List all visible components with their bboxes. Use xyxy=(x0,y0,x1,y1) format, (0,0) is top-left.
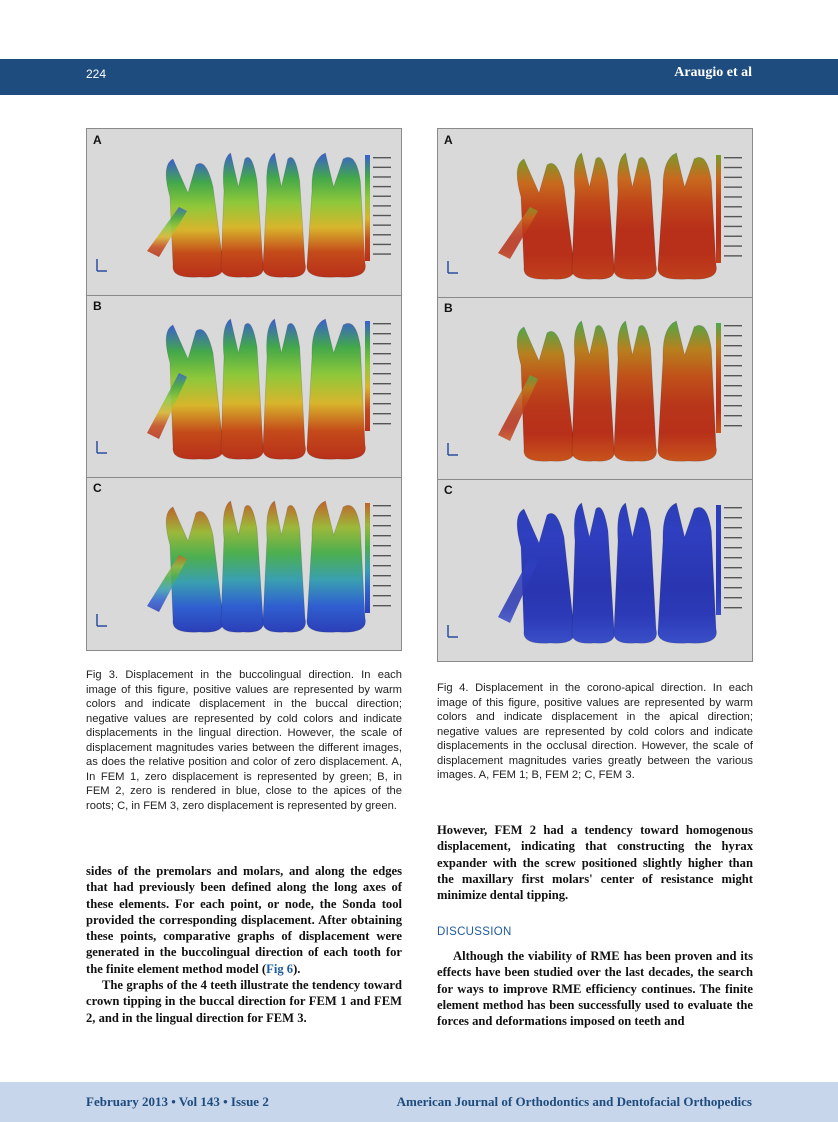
tooth-model-image xyxy=(438,129,752,297)
legend-tick-label xyxy=(724,507,742,508)
legend-tick-label xyxy=(724,245,742,246)
legend-tick-label xyxy=(724,517,742,518)
legend-tick-label xyxy=(373,186,391,187)
axis-triad-icon xyxy=(448,443,458,455)
legend-tick-label xyxy=(724,415,742,416)
legend-tick-label xyxy=(724,537,742,538)
legend-tick-label xyxy=(724,375,742,376)
running-header xyxy=(0,59,838,95)
journal-name: American Journal of Orthodontics and Dentofacial Orthopedics xyxy=(396,1094,752,1109)
legend-tick-label xyxy=(724,365,742,366)
running-footer xyxy=(0,1082,838,1122)
figure-3-caption: Fig 3. Displacement in the buccolingual direction. In each image of this figure, positive values are represented by warm colors and indicate displacement in the buccal direction; negative values are represented by cold colors and indicate displacements in the lingual direction. However, the scale of displacement magnitudes varies between the different images, as does the relative position and color of zero displacement. A, In FEM 1, zero displacement is represented by green; B, in FEM 2, zero is rendered in blue, close to the apices of the roots; C, in FEM 3, zero displacement is represented by green. xyxy=(86,669,402,812)
tooth-shape xyxy=(221,319,264,459)
legend-tick-label xyxy=(724,255,742,256)
axis-triad-icon xyxy=(97,614,107,626)
tooth-shape xyxy=(658,321,717,461)
tooth-shape xyxy=(572,321,615,461)
legend-tick-label xyxy=(724,325,742,326)
legend-tick-label xyxy=(724,196,742,197)
right-column-text xyxy=(437,948,753,1029)
tooth-shape xyxy=(263,501,306,632)
axis-triad-icon xyxy=(448,625,458,637)
tooth-shape xyxy=(572,503,615,643)
legend-tick-label xyxy=(724,206,742,207)
figure-6-link[interactable]: Fig 6 xyxy=(266,961,294,976)
legend-tick-label xyxy=(373,167,391,168)
legend-tick-label xyxy=(373,244,391,245)
figure-4-panel-b xyxy=(438,297,752,480)
tooth-shape xyxy=(221,501,264,632)
legend-tick-label xyxy=(724,385,742,386)
legend-tick-label xyxy=(373,525,391,526)
panel-label: C xyxy=(444,483,453,497)
legend-tick-label xyxy=(373,157,391,158)
color-scale-legend xyxy=(716,155,721,263)
legend-tick-label xyxy=(724,597,742,598)
tooth-model-image xyxy=(87,295,401,477)
tooth-model-image xyxy=(87,477,401,650)
tooth-shape xyxy=(614,321,657,461)
panel-label: C xyxy=(93,481,102,495)
tooth-model-image xyxy=(87,129,401,295)
legend-tick-label xyxy=(724,607,742,608)
tooth-shape xyxy=(614,503,657,643)
legend-tick-label xyxy=(724,405,742,406)
tooth-shape xyxy=(307,153,366,277)
legend-tick-label xyxy=(373,176,391,177)
legend-tick-label xyxy=(373,224,391,225)
figure-4-caption: Fig 4. Displacement in the corono-apical direction. In each image of this figure, positive values are represented by warm colors and indicate displacement in the apical direction; negative values are represented by cold colors and indicate displacements in the occlusal direction. However, the scale of displacement magnitudes varies greatly between the various images. A, FEM 1; B, FEM 2; C, FEM 3. xyxy=(437,682,753,781)
legend-tick-label xyxy=(373,333,391,334)
figure-3-panel-b xyxy=(87,295,401,478)
legend-tick-label xyxy=(724,355,742,356)
legend-tick-label xyxy=(373,413,391,414)
tooth-shape xyxy=(572,153,615,279)
legend-tick-label xyxy=(373,585,391,586)
tooth-shape xyxy=(658,153,717,279)
figure-3 xyxy=(86,128,402,651)
legend-tick-label xyxy=(724,577,742,578)
tooth-shape xyxy=(263,153,306,277)
legend-tick-label xyxy=(373,215,391,216)
axis-triad-icon xyxy=(448,261,458,273)
tooth-shape xyxy=(263,319,306,459)
paragraph: However, FEM 2 had a tendency toward homogenous displacement, indicating that constructing the hyrax expander with the screw positioned slightly higher than the maxillary first molars' center of resistance might minimize dental tipping. xyxy=(437,823,753,903)
paragraph: Although the viability of RME has been proven and its effects have been studied over the last decades, the search for ways to improve RME efficiency continues. The finite element method has been successfully used to evaluate the forces and deformations imposed on teeth and xyxy=(437,949,753,1029)
panel-label: A xyxy=(93,133,102,147)
legend-tick-label xyxy=(724,157,742,158)
legend-tick-label xyxy=(373,353,391,354)
legend-tick-label xyxy=(724,587,742,588)
legend-tick-label xyxy=(373,343,391,344)
legend-tick-label xyxy=(724,425,742,426)
legend-tick-label xyxy=(724,186,742,187)
legend-tick-label xyxy=(373,423,391,424)
legend-tick-label xyxy=(373,383,391,384)
legend-tick-label xyxy=(373,535,391,536)
legend-tick-label xyxy=(724,547,742,548)
legend-tick-label xyxy=(373,575,391,576)
left-column-text xyxy=(86,863,402,1026)
legend-tick-label xyxy=(373,363,391,364)
paragraph: sides of the premolars and molars, and along the edges that had previously been defined along the long axes of these elements. For each point, or node, the Sonda tool provided the corresponding displacement. After obtaining these points, comparative graphs of displacement were generated in the buccolingual direction of each tooth for the finite element method model (Fig 6). xyxy=(86,864,402,976)
figure-3-panel-a xyxy=(87,129,401,296)
legend-tick-label xyxy=(373,323,391,324)
panel-label: B xyxy=(93,299,102,313)
legend-tick-label xyxy=(373,505,391,506)
legend-tick-label xyxy=(724,567,742,568)
tooth-shape xyxy=(307,501,366,632)
legend-tick-label xyxy=(724,345,742,346)
tooth-shape xyxy=(658,503,717,643)
legend-tick-label xyxy=(373,234,391,235)
color-scale-legend xyxy=(365,503,370,613)
axis-triad-icon xyxy=(97,259,107,271)
tooth-shape xyxy=(221,153,264,277)
legend-tick-label xyxy=(373,205,391,206)
legend-tick-label xyxy=(724,395,742,396)
legend-tick-label xyxy=(724,216,742,217)
legend-tick-label xyxy=(373,253,391,254)
right-column-text xyxy=(437,822,753,903)
legend-tick-label xyxy=(373,605,391,606)
figure-4-panel-c xyxy=(438,479,752,661)
figure-4-panel-a xyxy=(438,129,752,298)
legend-tick-label xyxy=(724,226,742,227)
tooth-model-image xyxy=(438,297,752,479)
figure-4 xyxy=(437,128,753,662)
legend-tick-label xyxy=(373,373,391,374)
legend-tick-label xyxy=(724,557,742,558)
color-scale-legend xyxy=(365,155,370,261)
legend-tick-label xyxy=(373,403,391,404)
legend-tick-label xyxy=(373,515,391,516)
legend-tick-label xyxy=(724,236,742,237)
legend-tick-label xyxy=(724,177,742,178)
legend-tick-label xyxy=(373,595,391,596)
issue-info: February 2013 • Vol 143 • Issue 2 xyxy=(86,1094,269,1109)
running-author: Araugio et al xyxy=(674,65,752,80)
page-number: 224 xyxy=(86,67,107,81)
legend-tick-label xyxy=(724,167,742,168)
legend-tick-label xyxy=(724,527,742,528)
paragraph: The graphs of the 4 teeth illustrate the tendency toward crown tipping in the buccal direction for FEM 1 and FEM 2, and in the lingual direction for FEM 3. xyxy=(86,978,402,1025)
axis-triad-icon xyxy=(97,441,107,453)
panel-label: B xyxy=(444,301,453,315)
tooth-shape xyxy=(614,153,657,279)
color-scale-legend xyxy=(365,321,370,431)
tooth-shape xyxy=(307,319,366,459)
legend-tick-label xyxy=(373,196,391,197)
legend-tick-label xyxy=(373,393,391,394)
legend-tick-label xyxy=(373,565,391,566)
section-heading-discussion: DISCUSSION xyxy=(437,926,512,938)
legend-tick-label xyxy=(373,555,391,556)
figure-3-panel-c xyxy=(87,477,401,650)
legend-tick-label xyxy=(373,545,391,546)
tooth-model-image xyxy=(438,479,752,661)
color-scale-legend xyxy=(716,323,721,433)
panel-label: A xyxy=(444,133,453,147)
color-scale-legend xyxy=(716,505,721,615)
legend-tick-label xyxy=(724,335,742,336)
